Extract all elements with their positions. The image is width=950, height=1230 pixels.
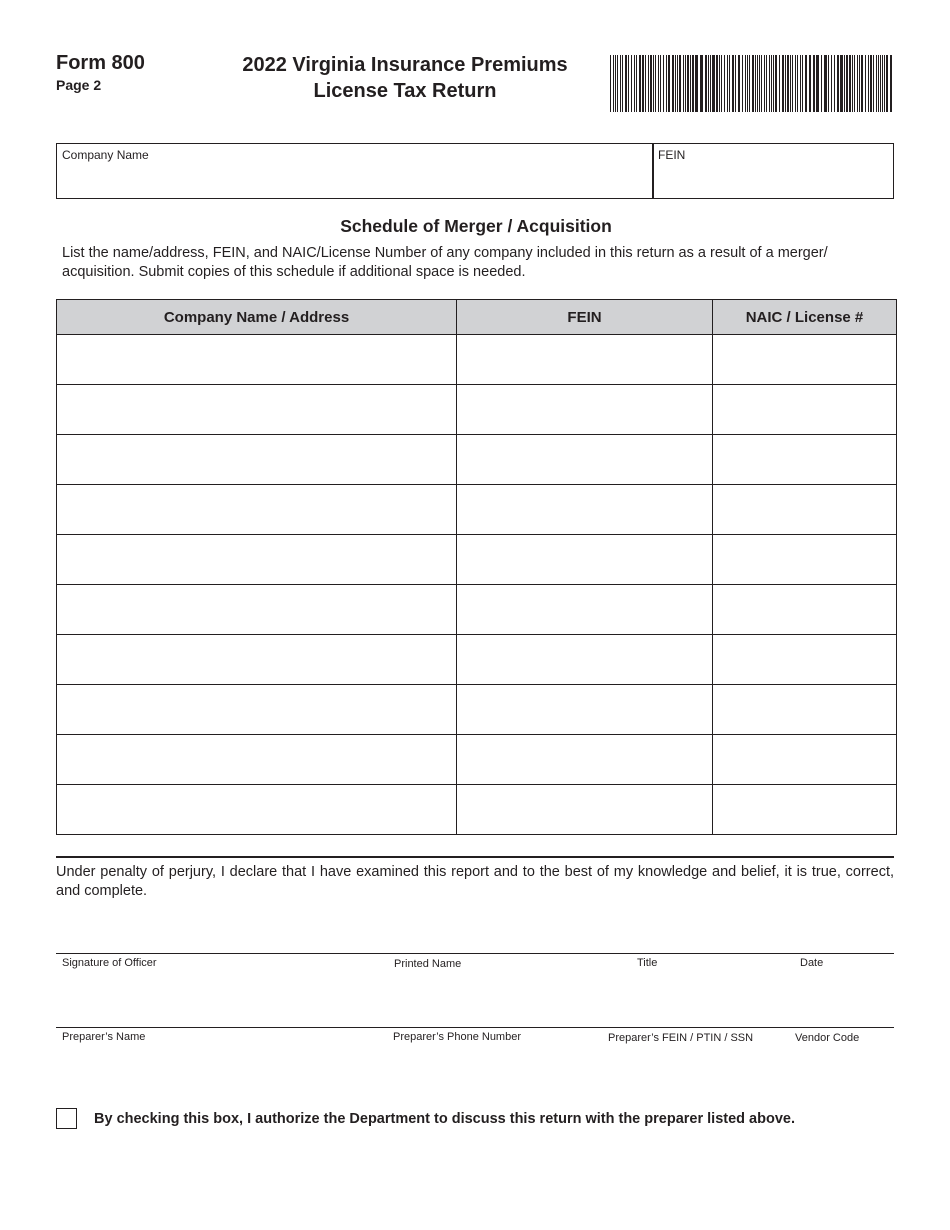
preparer-fein-ptin-ssn-label: Preparer’s FEIN / PTIN / SSN [608,1032,754,1044]
schedule-instructions: List the name/address, FEIN, and NAIC/License Number of any company included in this return as a result of a merger/ acquisition. Submit copies of this schedule if additional space is needed. [62,245,828,280]
table-header-row [57,300,897,335]
company-name-address-cell[interactable] [57,435,457,485]
fein-field[interactable] [652,143,894,199]
fein-cell[interactable] [457,585,713,635]
company-name-address-cell[interactable] [57,535,457,585]
column-header-company-name-address: Company Name / Address [57,300,457,335]
naic-license-cell[interactable] [713,685,897,735]
table-row [57,635,897,685]
naic-license-cell[interactable] [713,785,897,835]
fein-cell[interactable] [457,685,713,735]
company-name-label: Company Name [62,148,149,162]
table-row [57,685,897,735]
merger-schedule-table [56,299,897,835]
naic-license-cell[interactable] [713,335,897,385]
table-row [57,535,897,585]
company-name-address-cell[interactable] [57,785,457,835]
preparer-name-label: Preparer’s Name [62,1031,146,1043]
preparer-phone-label: Preparer’s Phone Number [393,1031,521,1043]
vendor-code-label: Vendor Code [795,1032,860,1044]
form-number: Form 800 [56,52,145,74]
barcode-icon [610,55,893,112]
company-name-address-cell[interactable] [57,585,457,635]
fein-cell[interactable] [457,635,713,685]
company-name-address-cell[interactable] [57,635,457,685]
form-title-line-2: License Tax Return [313,80,497,102]
table-row [57,585,897,635]
company-name-address-cell[interactable] [57,385,457,435]
naic-license-cell[interactable] [713,535,897,585]
table-row [57,785,897,835]
company-name-address-cell[interactable] [57,735,457,785]
page-number: Page 2 [56,77,102,93]
fein-label: FEIN [658,148,686,162]
form-title-line-1: 2022 Virginia Insurance Premiums [242,54,568,76]
naic-license-cell[interactable] [713,385,897,435]
table-row [57,485,897,535]
form-title [205,52,605,104]
company-name-address-cell[interactable] [57,335,457,385]
naic-license-cell[interactable] [713,435,897,485]
company-name-address-cell[interactable] [57,485,457,535]
fein-cell[interactable] [457,385,713,435]
fein-cell[interactable] [457,435,713,485]
company-name-field[interactable] [56,143,654,199]
naic-license-cell[interactable] [713,585,897,635]
fein-cell[interactable] [457,535,713,585]
printed-name-label: Printed Name [394,958,462,970]
schedule-title: Schedule of Merger / Acquisition [340,216,612,236]
naic-license-cell[interactable] [713,635,897,685]
company-name-address-cell[interactable] [57,685,457,735]
authorize-preparer-checkbox[interactable] [56,1108,77,1129]
divider [56,856,894,858]
perjury-declaration: Under penalty of perjury, I declare that I have examined this report and to the best of my knowledge and belief, it is true, correct, and complete. [56,864,894,899]
officer-signature-label: Signature of Officer [62,957,157,969]
column-header-fein: FEIN [457,300,713,335]
officer-signature-area[interactable] [56,954,894,1026]
naic-license-cell[interactable] [713,485,897,535]
authorize-preparer-label: By checking this box, I authorize the Department to discuss this return with the preparer listed above. [94,1111,795,1127]
table-row [57,735,897,785]
fein-cell[interactable] [457,735,713,785]
column-header-naic-license: NAIC / License # [713,300,897,335]
table-row [57,335,897,385]
fein-cell[interactable] [457,485,713,535]
preparer-info-area[interactable] [56,1028,894,1088]
naic-license-cell[interactable] [713,735,897,785]
table-row [57,385,897,435]
fein-cell[interactable] [457,785,713,835]
table-row [57,435,897,485]
title-label: Title [637,957,658,969]
fein-cell[interactable] [457,335,713,385]
date-label: Date [800,957,824,969]
